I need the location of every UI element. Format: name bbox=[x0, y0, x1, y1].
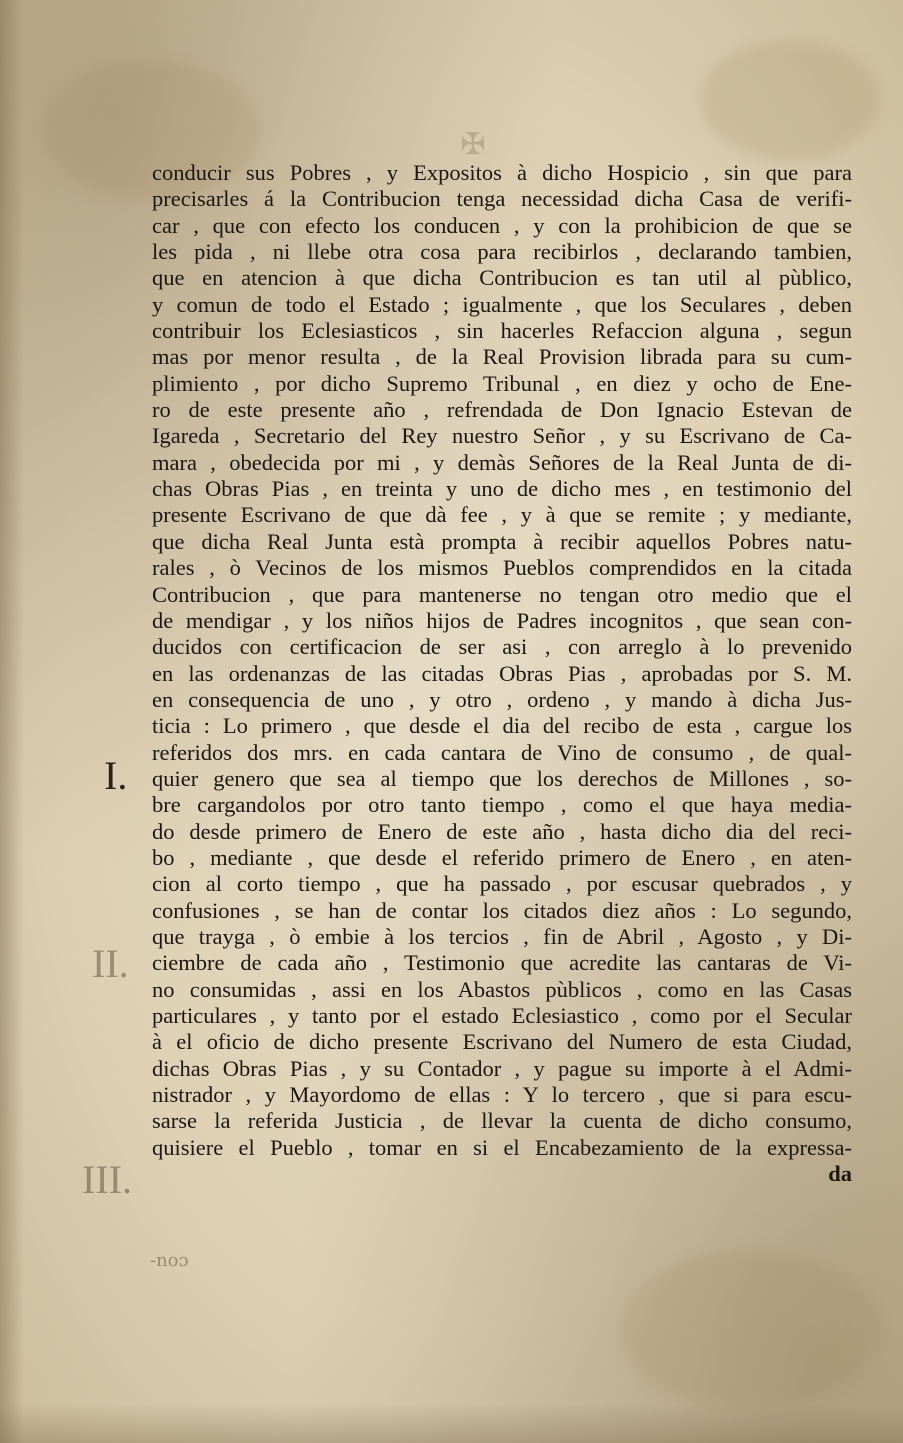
section-numeral-one: I. bbox=[104, 753, 128, 798]
paper-stain bbox=[700, 40, 880, 160]
text-line: bre cargandolos por otro tanto tiempo , como el que haya media- bbox=[152, 792, 852, 818]
text-line: sarse la referida Justicia , de llevar la cuenta de dicho consumo, bbox=[152, 1108, 852, 1134]
text-line: car , que con efecto los conducen , y con la prohibicion de que se bbox=[152, 212, 852, 238]
text-line: particulares , y tanto por el estado Eclesiastico , como por el Secular bbox=[152, 1003, 852, 1028]
text-line: quier genero que sea al tiempo que los derechos de Millones , so- bbox=[152, 765, 852, 791]
text-line: conducir sus Pobres , y Expositos à dicho Hospicio , sin que para bbox=[152, 160, 852, 185]
text-line: cion al corto tiempo , que ha passado , por escusar quebrados , y bbox=[152, 871, 852, 897]
text-line: do desde primero de Enero de este año , hasta dicho dia del reci- bbox=[152, 818, 852, 844]
text-line: presente Escrivano de que dà fee , y à que se remite ; y mediante, bbox=[152, 502, 852, 528]
page-edge-shadow-left bbox=[0, 0, 24, 1443]
text-line: plimiento , por dicho Supremo Tribunal , en diez y ocho de Ene- bbox=[152, 370, 852, 396]
text-line: chas Obras Pias , en treinta y uno de dicho mes , en testimonio del bbox=[152, 476, 852, 502]
text-line: Contribucion , que para mantenerse no tengan otro medio que el bbox=[152, 581, 852, 607]
text-line: que dicha Real Junta està prompta à recibir aquellos Pobres natu- bbox=[152, 528, 852, 554]
text-line: confusiones , se han de contar los citados diez años : Lo segundo, bbox=[152, 897, 852, 923]
catchword: da bbox=[828, 1161, 852, 1187]
text-line: rales , ò Vecinos de los mismos Pueblos comprendidos en la citada bbox=[152, 555, 852, 581]
text-line: mas por menor resulta , de la Real Provision librada para su cum- bbox=[152, 344, 852, 370]
text-line: les pida , ni llebe otra cosa para recibirlos , declarando tambien, bbox=[152, 239, 852, 265]
faint-cross-mark: ✠ bbox=[460, 127, 486, 162]
text-line: à el oficio de dicho presente Escrivano del Numero de esta Ciudad, bbox=[152, 1029, 852, 1055]
text-line: de mendigar , y los niños hijos de Padres incognitos , que sean con- bbox=[152, 607, 852, 633]
text-line: dichas Obras Pias , y su Contador , y pague su importe à el Admi- bbox=[152, 1055, 852, 1081]
text-line: no consumidas , assi en los Abastos pùblicos , como en las Casas bbox=[152, 976, 852, 1002]
text-line: mara , obedecida por mi , y demàs Señores de la Real Junta de di- bbox=[152, 449, 852, 475]
text-line: nistrador , y Mayordomo de ellas : Y lo tercero , que si para escu- bbox=[152, 1082, 852, 1108]
text-line: en las ordenanzas de las citadas Obras Pias , aprobadas por S. M. bbox=[152, 660, 852, 686]
paper-stain bbox=[620, 1250, 880, 1410]
text-line: ticia : Lo primero , que desde el dia del recibo de esta , cargue los bbox=[152, 713, 852, 739]
section-numeral-two: II. bbox=[92, 941, 129, 986]
text-line: en consequencia de uno , y otro , ordeno , y mando à dicha Jus- bbox=[152, 686, 852, 712]
text-line: que trayga , ò embie à los tercios , fin de Abril , Agosto , y Di- bbox=[152, 923, 852, 949]
section-numeral-three: III. bbox=[82, 1157, 132, 1202]
text-line: referidos dos mrs. en cada cantara de Vino de consumo , de qual- bbox=[152, 739, 852, 765]
bleed-through-text: -noɔ bbox=[150, 1250, 189, 1271]
text-line: y comun de todo el Estado ; igualmente , que los Seculares , deben bbox=[152, 291, 852, 317]
text-line: Igareda , Secretario del Rey nuestro Señor , y su Escrivano de Ca- bbox=[152, 423, 852, 449]
body-text bbox=[152, 160, 852, 1187]
text-line: ro de este presente año , refrendada de Don Ignacio Estevan de bbox=[152, 397, 852, 423]
text-line: ciembre de cada año , Testimonio que acredite las cantaras de Vi- bbox=[152, 950, 852, 976]
text-line: bo , mediante , que desde el referido primero de Enero , en aten- bbox=[152, 844, 852, 870]
text-line: contribuir los Eclesiasticos , sin hacerles Refaccion alguna , segun bbox=[152, 318, 852, 344]
text-line: que en atencion à que dicha Contribucion es tan util al pùblico, bbox=[152, 265, 852, 291]
text-line: precisarles á la Contribucion tenga necessidad dicha Casa de verifi- bbox=[152, 186, 852, 212]
text-line: ducidos con certificacion de ser asi , con arreglo à lo prevenido bbox=[152, 634, 852, 660]
text-line: quisiere el Pueblo , tomar en si el Encabezamiento de la expressa- bbox=[152, 1134, 852, 1160]
